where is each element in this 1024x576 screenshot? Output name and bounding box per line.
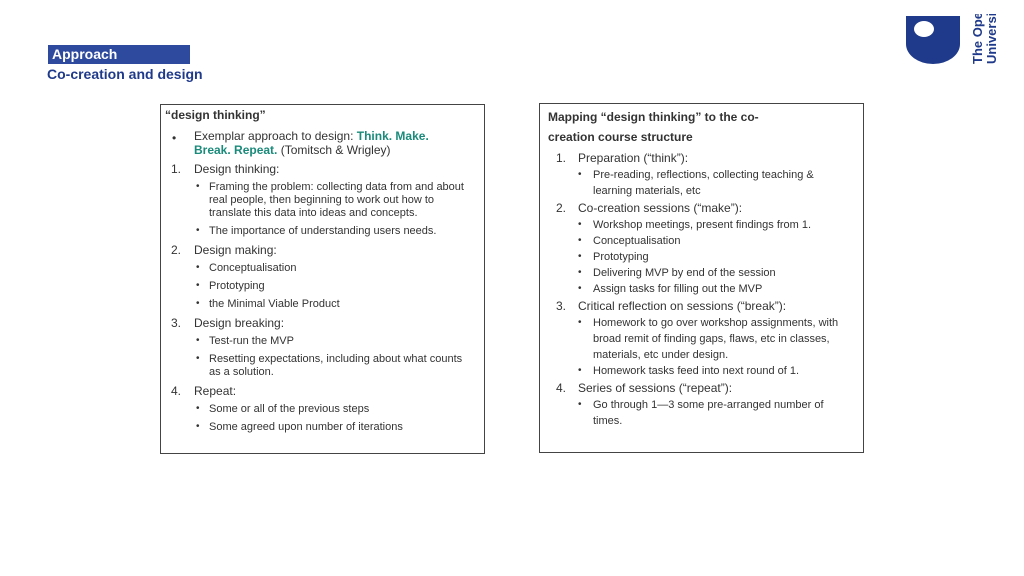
- section-number: 4.: [171, 384, 182, 398]
- bullet-marker: •: [196, 181, 200, 192]
- intro-highlight-1: Think. Make.: [356, 129, 429, 143]
- bullet-marker: •: [578, 235, 582, 246]
- bullet-text: Some agreed upon number of iterations: [209, 421, 403, 433]
- open-university-logo-icon: [903, 14, 999, 68]
- logo-line-1: The Open: [970, 14, 985, 64]
- bullet-text: The importance of understanding users needs.: [209, 225, 437, 237]
- logo-line-2: University: [984, 14, 999, 64]
- bullet-marker: •: [578, 399, 582, 410]
- section-heading: Design thinking:: [194, 162, 280, 176]
- bullet-marker: •: [196, 403, 200, 414]
- bullet-text: Homework to go over workshop assignments, with: [593, 317, 839, 329]
- intro-text-line1: [194, 130, 429, 143]
- bullet-marker: •: [196, 353, 200, 364]
- bullet-marker: •: [578, 219, 582, 230]
- bullet-marker: •: [578, 317, 582, 328]
- bullet-text: Test-run the MVP: [209, 335, 294, 347]
- bullet-text: materials, etc under design.: [593, 349, 729, 361]
- bullet-marker: •: [196, 335, 200, 346]
- bullet-text: times.: [593, 415, 623, 427]
- bullet-text: real people, then beginning to work out how to: [209, 194, 435, 206]
- bullet-text: Some or all of the previous steps: [209, 403, 370, 415]
- bullet-text: Assign tasks for filling out the MVP: [593, 283, 763, 295]
- intro-highlight-2: Break. Repeat.: [194, 143, 278, 157]
- section-heading: Series of sessions (“repeat”):: [578, 381, 733, 395]
- bullet-text: Framing the problem: collecting data from and about: [209, 181, 464, 193]
- section-heading: Critical reflection on sessions (“break”):: [578, 299, 787, 313]
- bullet-text: Go through 1—3 some pre-arranged number of: [593, 399, 824, 411]
- bullet-marker: •: [196, 280, 200, 291]
- bullet-marker: •: [172, 131, 177, 145]
- bullet-text: Conceptualisation: [209, 262, 297, 274]
- section-heading: Preparation (“think”):: [578, 151, 689, 165]
- bullet-text: Delivering MVP by end of the session: [593, 267, 776, 279]
- section-number: 3.: [171, 316, 182, 330]
- bullet-text: learning materials, etc: [593, 185, 701, 197]
- intro-prefix: Exemplar approach to design:: [194, 129, 357, 143]
- bullet-text: broad remit of finding gaps, flaws, etc in classes,: [593, 333, 830, 345]
- mapping-box: [539, 103, 864, 453]
- bullet-marker: •: [196, 298, 200, 309]
- design-thinking-box: [160, 104, 485, 454]
- bullet-marker: •: [578, 169, 582, 180]
- bullet-marker: •: [578, 267, 582, 278]
- bullet-marker: •: [196, 225, 200, 236]
- section-number: 3.: [556, 299, 567, 313]
- intro-text-line2: [194, 144, 391, 157]
- bullet-marker: •: [196, 421, 200, 432]
- bullet-text: translate this data into ideas and concepts.: [209, 207, 418, 219]
- open-university-logo: [903, 14, 999, 68]
- section-heading: Design breaking:: [194, 316, 285, 330]
- section-number: 1.: [171, 162, 182, 176]
- section-heading: Repeat:: [194, 384, 237, 398]
- slide-subtitle: Co-creation and design: [47, 66, 203, 82]
- bullet-marker: •: [196, 262, 200, 273]
- bullet-marker: •: [578, 365, 582, 376]
- bullet-marker: •: [578, 251, 582, 262]
- section-tag: Approach: [48, 45, 190, 64]
- bullet-text: Prototyping: [209, 280, 265, 292]
- section-number: 4.: [556, 381, 567, 395]
- bullet-text: Resetting expectations, including about what counts: [209, 353, 463, 365]
- left-box-title: “design thinking”: [165, 108, 266, 122]
- bullet-text: as a solution.: [209, 366, 274, 378]
- intro-suffix: (Tomitsch & Wrigley): [277, 143, 391, 157]
- bullet-text: Homework tasks feed into next round of 1.: [593, 365, 800, 377]
- right-box-title-line2: creation course structure: [548, 130, 693, 144]
- section-number: 2.: [556, 201, 567, 215]
- bullet-text: Prototyping: [593, 251, 649, 263]
- section-heading: Design making:: [194, 243, 277, 257]
- section-heading: Co-creation sessions (“make”):: [578, 201, 743, 215]
- bullet-marker: •: [578, 283, 582, 294]
- right-box-title-line1: Mapping “design thinking” to the co-: [548, 110, 759, 124]
- bullet-text: Pre-reading, reflections, collecting teaching &: [593, 169, 814, 181]
- bullet-text: the Minimal Viable Product: [209, 298, 340, 310]
- section-number: 2.: [171, 243, 182, 257]
- section-number: 1.: [556, 151, 567, 165]
- bullet-text: Conceptualisation: [593, 235, 681, 247]
- bullet-text: Workshop meetings, present findings from 1.: [593, 219, 812, 231]
